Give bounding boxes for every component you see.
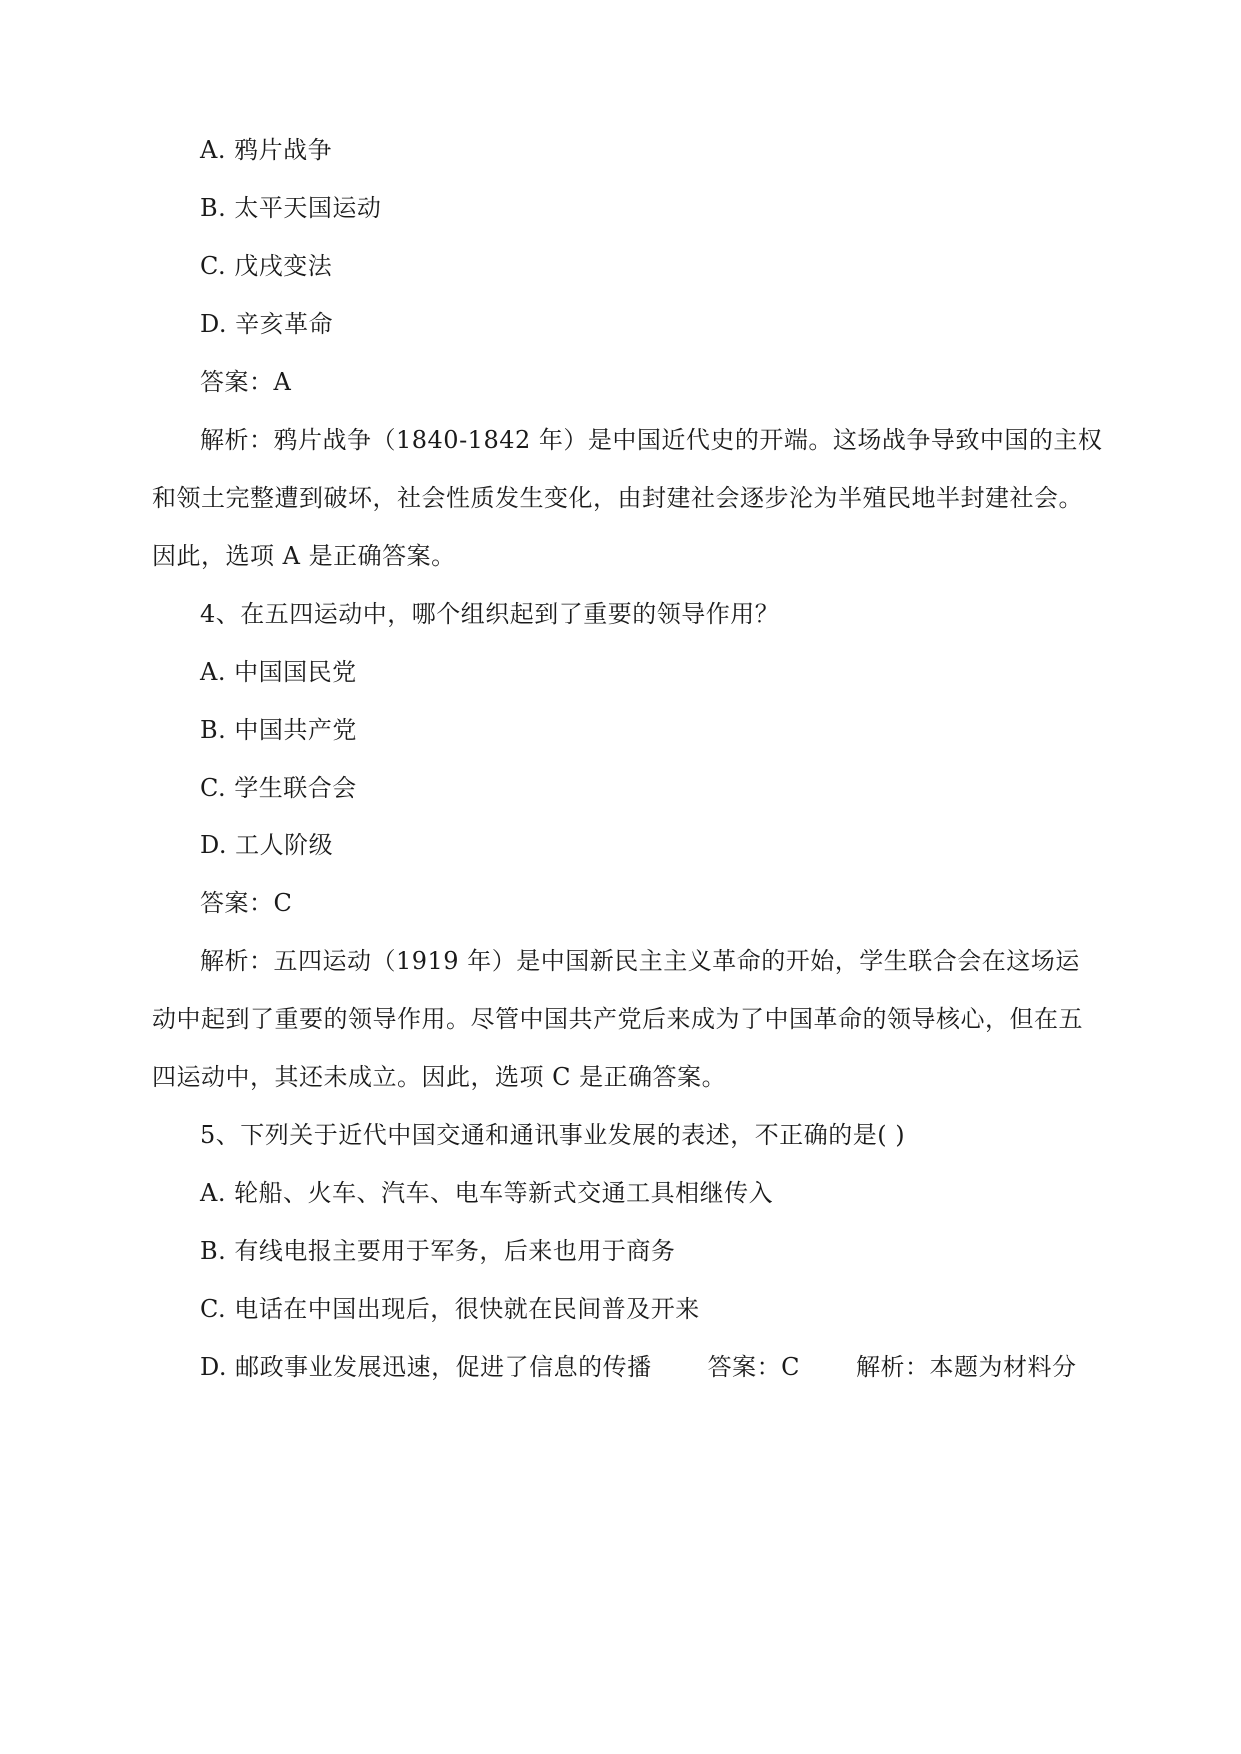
- q4-question: 4、在五四运动中，哪个组织起到了重要的领导作用？: [200, 600, 780, 628]
- q4-option-d: D. 工人阶级: [200, 831, 334, 859]
- q3-option-a: A. 鸦片战争: [200, 136, 333, 164]
- q4-option-a: A. 中国国民党: [200, 658, 357, 686]
- q5-analysis-start: 解析：本题为材料分: [856, 1353, 1077, 1381]
- q5-option-a: A. 轮船、火车、汽车、电车等新式交通工具相继传入: [200, 1179, 774, 1207]
- q5-option-d: D. 邮政事业发展迅速，促进了信息的传播: [200, 1353, 652, 1381]
- q5-answer: 答案：C: [707, 1353, 801, 1381]
- q3-analysis-line-1: 解析：鸦片战争（1840-1842 年）是中国近代史的开端。这场战争导致中国的主权: [200, 426, 1103, 454]
- q4-analysis-line-3: 四运动中，其还未成立。因此，选项 C 是正确答案。: [152, 1063, 727, 1091]
- q5-last-line: [200, 1351, 1077, 1383]
- q4-answer: 答案：C: [200, 889, 293, 917]
- q3-answer: 答案：A: [200, 368, 292, 396]
- q5-option-c: C. 电话在中国出现后，很快就在民间普及开来: [200, 1295, 700, 1323]
- q5-option-b: B. 有线电报主要用于军务，后来也用于商务: [200, 1237, 676, 1265]
- q4-analysis-line-1: 解析：五四运动（1919 年）是中国新民主主义革命的开始，学生联合会在这场运: [200, 947, 1080, 975]
- q3-option-c: C. 戊戌变法: [200, 252, 333, 280]
- q5-question: 5、下列关于近代中国交通和通讯事业发展的表述，不正确的是( ): [200, 1121, 906, 1149]
- q3-option-b: B. 太平天国运动: [200, 194, 382, 222]
- q3-option-d: D. 辛亥革命: [200, 310, 334, 338]
- q3-analysis-line-2: 和领土完整遭到破坏，社会性质发生变化，由封建社会逐步沦为半殖民地半封建社会。: [152, 484, 1083, 512]
- q4-option-b: B. 中国共产党: [200, 716, 357, 744]
- q4-analysis-line-2: 动中起到了重要的领导作用。尽管中国共产党后来成为了中国革命的领导核心，但在五: [152, 1005, 1083, 1033]
- q4-option-c: C. 学生联合会: [200, 774, 357, 802]
- q3-analysis-line-3: 因此，选项 A 是正确答案。: [152, 542, 456, 570]
